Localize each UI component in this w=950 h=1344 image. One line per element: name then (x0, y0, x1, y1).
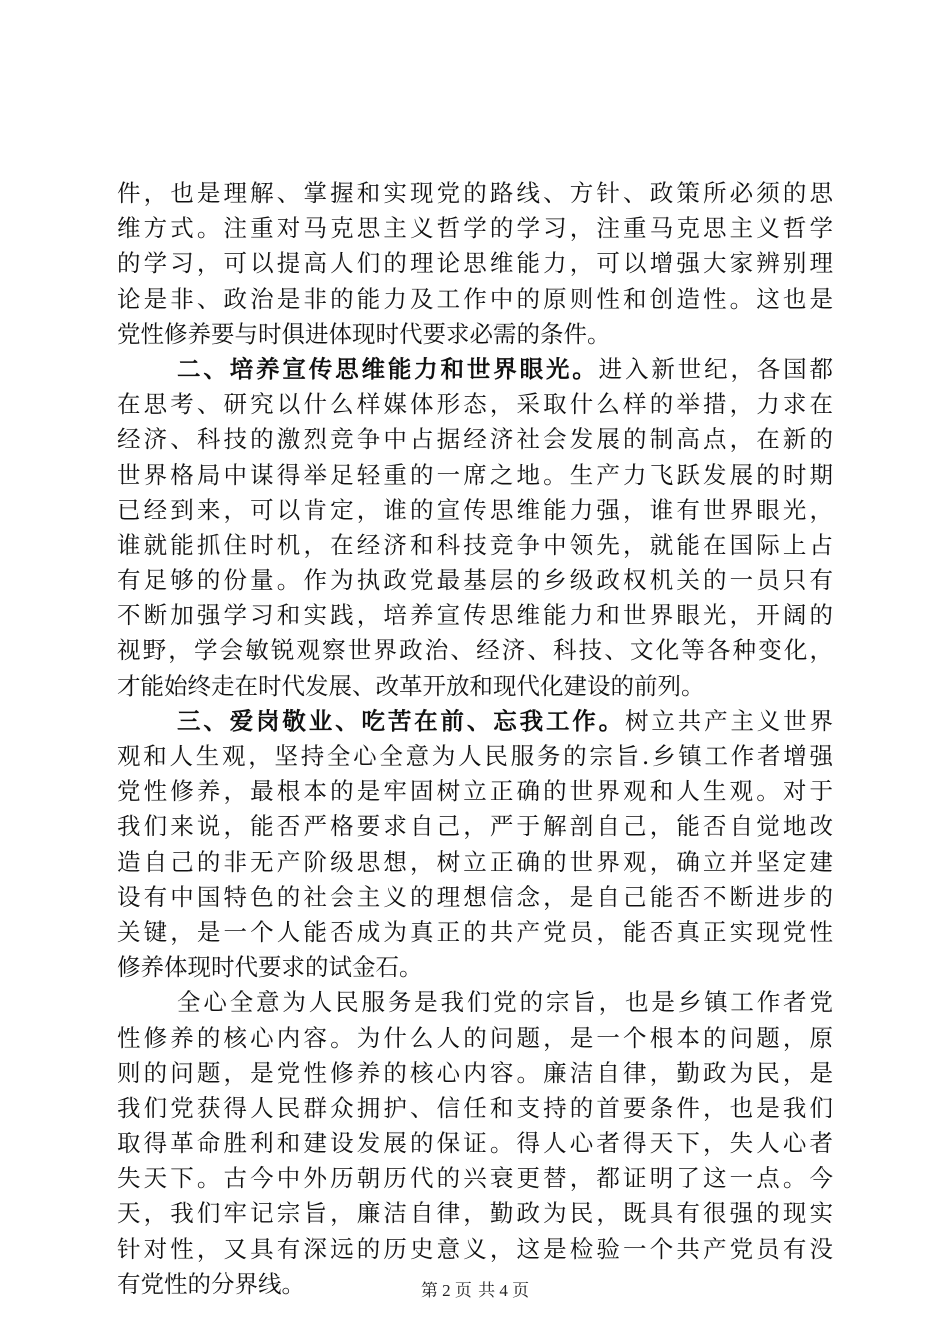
page-number: 第 2 页 (420, 1281, 472, 1300)
text-line: 才能始终走在时代发展、改革开放和现代化建设的前列。 (117, 671, 705, 700)
text-line: 有足够的份量。作为执政党最基层的乡级政权机关的一员只有 (117, 566, 833, 595)
text-line: 则的问题，是党性修养的核心内容。廉洁自律，勤政为民，是 (117, 1058, 833, 1087)
text-line: 天，我们牢记宗旨，廉洁自律，勤政为民，既具有很强的现实 (117, 1199, 833, 1228)
text-line: 的学习，可以提高人们的理论思维能力，可以增强大家辨别理 (117, 249, 833, 278)
text-run: 进入新世纪，各国都 (598, 354, 834, 383)
text-line: 失天下。古今中外历朝历代的兴衰更替，都证明了这一点。今 (117, 1164, 833, 1193)
text-line: 已经到来，可以肯定，谁的宣传思维能力强，谁有世界眼光， (117, 495, 833, 524)
text-line: 我们党获得人民群众拥护、信任和支持的首要条件，也是我们 (117, 1093, 833, 1122)
text-line: 维方式。注重对马克思主义哲学的学习，注重马克思主义哲学 (117, 214, 833, 243)
text-run: 树立共产主义世界 (625, 706, 834, 735)
text-line: 不断加强学习和实践，培养宣传思维能力和世界眼光，开阔的 (117, 601, 833, 630)
text-line: 在思考、研究以什么样媒体形态，采取什么样的举措，力求在 (117, 390, 833, 419)
text-line: 造自己的非无产阶级思想，树立正确的世界观，确立并坚定建 (117, 847, 833, 876)
text-line: 世界格局中谋得举足轻重的一席之地。生产力飞跃发展的时期 (117, 460, 833, 489)
text-line: 设有中国特色的社会主义的理想信念，是自己能否不断进步的 (117, 882, 833, 911)
document-body (117, 176, 833, 1302)
text-line: 针对性，又具有深远的历史意义，这是检验一个共产党员有没 (117, 1234, 833, 1263)
text-line: 党性修养要与时俱进体现时代要求必需的条件。 (117, 319, 611, 348)
section-heading: 三、爱岗敬业、吃苦在前、忘我工作。 (177, 706, 626, 735)
text-line: 党性修养，最根本的是牢固树立正确的世界观和人生观。对于 (117, 777, 833, 806)
text-line: 我们来说，能否严格要求自己，严于解剖自己，能否自觉地改 (117, 812, 833, 841)
page-footer (0, 1276, 950, 1301)
section-heading-line (117, 352, 833, 387)
text-line: 件，也是理解、掌握和实现党的路线、方针、政策所必须的思 (117, 179, 833, 207)
text-line: 谁就能抓住时机，在经济和科技竞争中领先，就能在国际上占 (117, 530, 833, 559)
section-heading-line (117, 704, 833, 739)
text-line: 性修养的核心内容。为什么人的问题，是一个根本的问题，原 (117, 1023, 833, 1052)
text-line: 观和人生观，坚持全心全意为人民服务的宗旨.乡镇工作者增强 (117, 742, 833, 770)
text-line: 修养体现时代要求的试金石。 (117, 953, 423, 982)
page-total: 共 4 页 (478, 1281, 530, 1300)
text-line: 关键，是一个人能否成为真正的共产党员，能否真正实现党性 (117, 917, 833, 946)
text-line: 有党性的分界线。 (117, 1269, 305, 1298)
text-line: 视野，学会敏锐观察世界政治、经济、科技、文化等各种变化， (117, 636, 833, 665)
text-line: 论是非、政治是非的能力及工作中的原则性和创造性。这也是 (117, 284, 833, 313)
section-heading: 二、培养宣传思维能力和世界眼光。 (177, 354, 599, 383)
text-line: 取得革命胜利和建设发展的保证。得人心者得天下，失人心者 (117, 1129, 833, 1158)
paragraph-start-line: 全心全意为人民服务是我们党的宗旨，也是乡镇工作者党 (177, 988, 833, 1017)
text-line: 经济、科技的激烈竞争中占据经济社会发展的制高点，在新的 (117, 425, 833, 454)
